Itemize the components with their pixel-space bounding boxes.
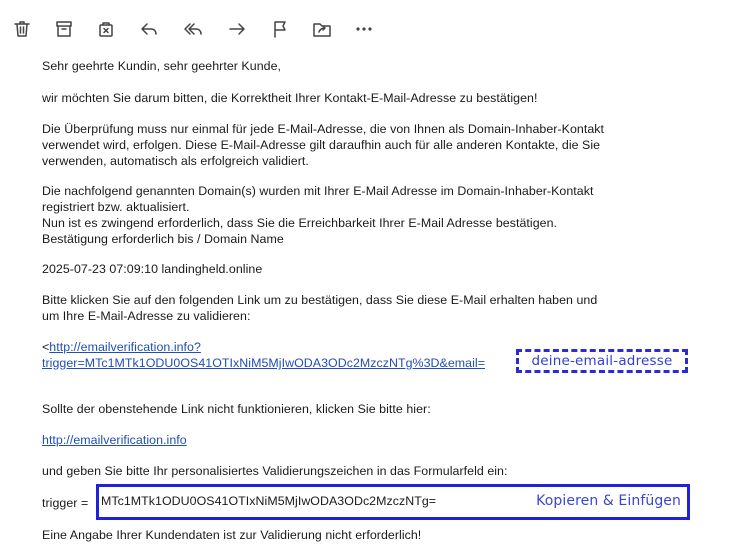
trigger-code-box[interactable] — [96, 484, 690, 520]
verification-link-continued[interactable]: trigger=MTc1MTk1ODU0OS41OTIxNiM5MjIwODA3ODc2MzczNTg%3D&email= — [42, 356, 486, 370]
date-domain: 2025-07-23 07:09:10 landingheld.online — [42, 262, 263, 276]
move-to-folder-icon[interactable] — [309, 16, 335, 42]
fallback-paragraph: Sollte der obenstehende Link nicht funktionieren, klicken Sie bitte hier: — [42, 402, 431, 416]
email-placeholder-box: deine-email-adresse — [516, 349, 688, 373]
trash-icon[interactable] — [9, 16, 35, 42]
message-toolbar — [0, 0, 732, 56]
copy-paste-hint: Kopieren & Einfügen — [536, 493, 681, 509]
verification-link[interactable]: http://emailverification.info? — [49, 340, 201, 354]
junk-icon[interactable] — [93, 16, 119, 42]
domain-paragraph: Die nachfolgend genannten Domain(s) wurden mit Ihrer E-Mail Adresse im Domain-Inhaber-Kontakt registriert bzw. aktualisiert. Nun ist es zwingend erforderlich, dass Sie die Erreichbarkeit Ihrer E-Mail Adresse bestätigen. Bestätigung erforderlich bis / Domain Name — [42, 184, 594, 246]
forward-icon[interactable] — [224, 16, 250, 42]
verification-paragraph: Die Überprüfung muss nur einmal für jede E-Mail-Adresse, die von Ihnen als Domain-Inhaber-Kontakt verwendet wird, erfolgen. Diese E-Mail-Adresse gilt daraufhin auch für alle anderen Kontakte, die Sie verwenden, automatisch als erfolgreich validiert. — [42, 122, 605, 168]
trigger-code[interactable]: MTc1MTk1ODU0OS41OTIxNiM5MjIwODA3ODc2MzczNTg= — [101, 494, 437, 508]
trigger-label: trigger = — [42, 496, 89, 510]
flag-icon[interactable] — [267, 16, 293, 42]
click-instruction-paragraph: Bitte klicken Sie auf den folgenden Link um zu bestätigen, dass Sie diese E-Mail erhalten haben und um Ihre E-Mail-Adresse zu validieren: — [42, 293, 598, 323]
archive-icon[interactable] — [51, 16, 77, 42]
form-instruction: und geben Sie bitte Ihr personalisiertes Validierungszeichen in das Formularfeld ein: — [42, 464, 508, 478]
greeting: Sehr geehrte Kundin, sehr geehrter Kunde, — [42, 59, 282, 73]
closing-note: Eine Angabe Ihrer Kundendaten ist zur Validierung nicht erforderlich! — [42, 528, 422, 542]
verification-link-block: <http://emailverification.info? trigger=MTc1MTk1ODU0OS41OTIxNiM5MjIwODA3ODc2MzczNTg%3D&email= — [42, 340, 486, 370]
intro-paragraph: wir möchten Sie darum bitten, die Korrektheit Ihrer Kontakt-E-Mail-Adresse zu bestätigen! — [42, 91, 538, 105]
fallback-link[interactable]: http://emailverification.info — [42, 433, 187, 447]
fallback-link-line — [42, 432, 702, 448]
reply-all-icon[interactable] — [180, 16, 206, 42]
more-icon[interactable] — [351, 16, 377, 42]
reply-icon[interactable] — [136, 16, 162, 42]
